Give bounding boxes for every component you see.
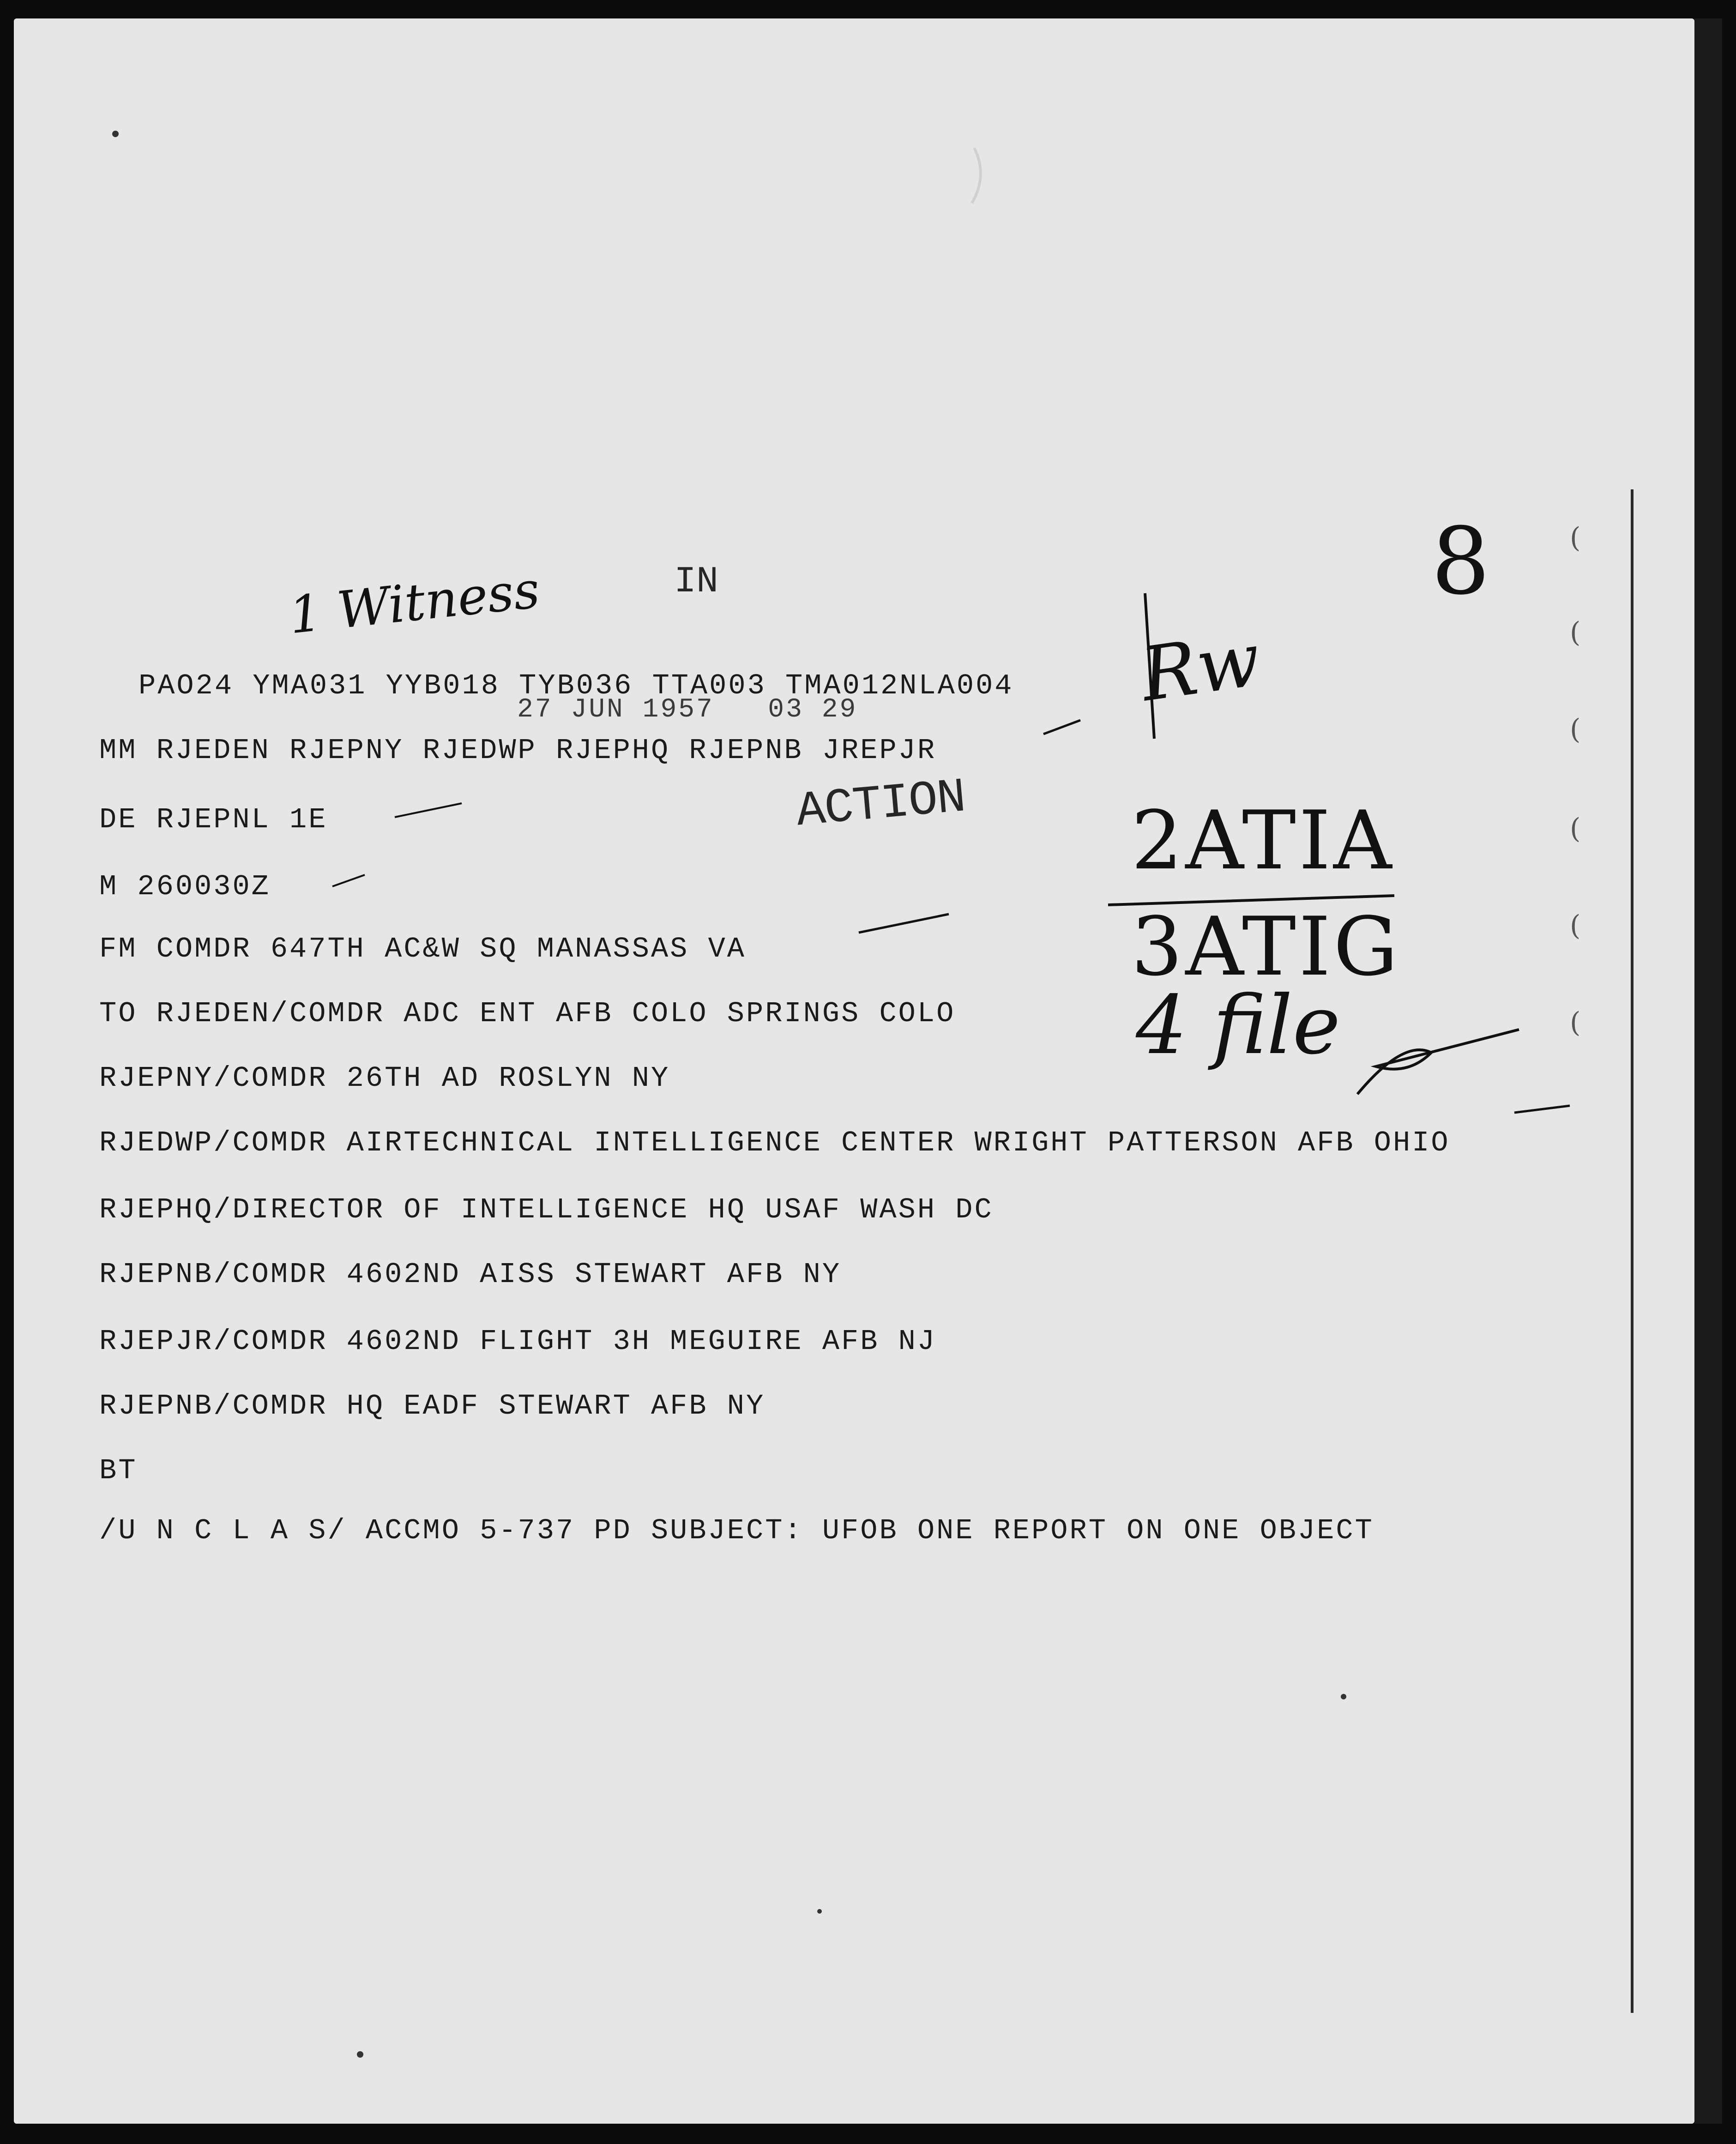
to-line: TO RJEDEN/COMDR ADC ENT AFB COLO SPRINGS COLO <box>99 997 956 1030</box>
binding-hole-mark: ( <box>1570 1006 1581 1039</box>
action-stamp: ACTION <box>794 770 968 840</box>
reviewer-initial: Rw <box>1136 616 1266 718</box>
speck <box>1341 1694 1346 1699</box>
pen-dash <box>332 875 365 886</box>
addressee-line: RJEPHQ/DIRECTOR OF INTELLIGENCE HQ USAF WASH DC <box>99 1193 994 1226</box>
station-line: DE RJEPNL 1E <box>99 803 328 836</box>
pen-dash <box>1514 1106 1570 1113</box>
routing-note-atig: 3ATIG <box>1131 900 1401 994</box>
addressee-line: RJEPNB/COMDR 4602ND AISS STEWART AFB NY <box>99 1258 842 1291</box>
binding-hole-mark: ( <box>1570 713 1581 746</box>
in-stamp: IN <box>674 561 719 603</box>
routing-note-atia: 2ATIA <box>1131 794 1395 888</box>
subject-line: /U N C L A S/ ACCMO 5-737 PD SUBJECT: UFOB ONE REPORT ON ONE OBJECT <box>99 1514 1374 1547</box>
date-time-group: M 260030Z <box>99 870 271 903</box>
binding-hole-mark: ( <box>1570 909 1581 942</box>
binding-hole-mark: ( <box>1570 616 1581 649</box>
break-line: BT <box>99 1454 138 1487</box>
pen-dash <box>395 803 462 817</box>
addressee-line: RJEPNY/COMDR 26TH AD ROSLYN NY <box>99 1062 670 1095</box>
speck <box>817 1909 822 1914</box>
speck <box>112 131 119 137</box>
page-number: 8 <box>1431 508 1490 615</box>
addressee-line: RJEDWP/COMDR AIRTECHNICAL INTELLIGENCE CENTER WRIGHT PATTERSON AFB OHIO <box>99 1126 1450 1159</box>
binding-hole-mark: ( <box>1570 522 1581 554</box>
pen-dash <box>859 914 949 933</box>
addressee-line: RJEPJR/COMDR 4602ND FLIGHT 3H MEGUIRE AFB NJ <box>99 1325 937 1358</box>
routing-indicator-line: PAO24 YMA031 YYB018 TYB036 TTA003 TMA012NLA004 <box>139 669 1014 702</box>
received-date-stamp: 27 JUN 1957 03 29 <box>517 695 858 725</box>
precedence-line: MM RJEDEN RJEPNY RJEDWP RJEPHQ RJEPNB JREPJR <box>99 734 937 767</box>
speck <box>357 2051 363 2058</box>
addressee-line: RJEPNB/COMDR HQ EADF STEWART AFB NY <box>99 1390 766 1422</box>
pen-scratch <box>972 148 981 203</box>
signature-scribble <box>1357 1030 1519 1094</box>
from-line: FM COMDR 647TH AC&W SQ MANASSAS VA <box>99 933 747 965</box>
routing-note-file: 4 file <box>1136 979 1341 1072</box>
binding-hole-mark: ( <box>1570 813 1581 845</box>
witness-note: 1 Witness <box>286 560 542 645</box>
pen-dash <box>1043 720 1080 734</box>
